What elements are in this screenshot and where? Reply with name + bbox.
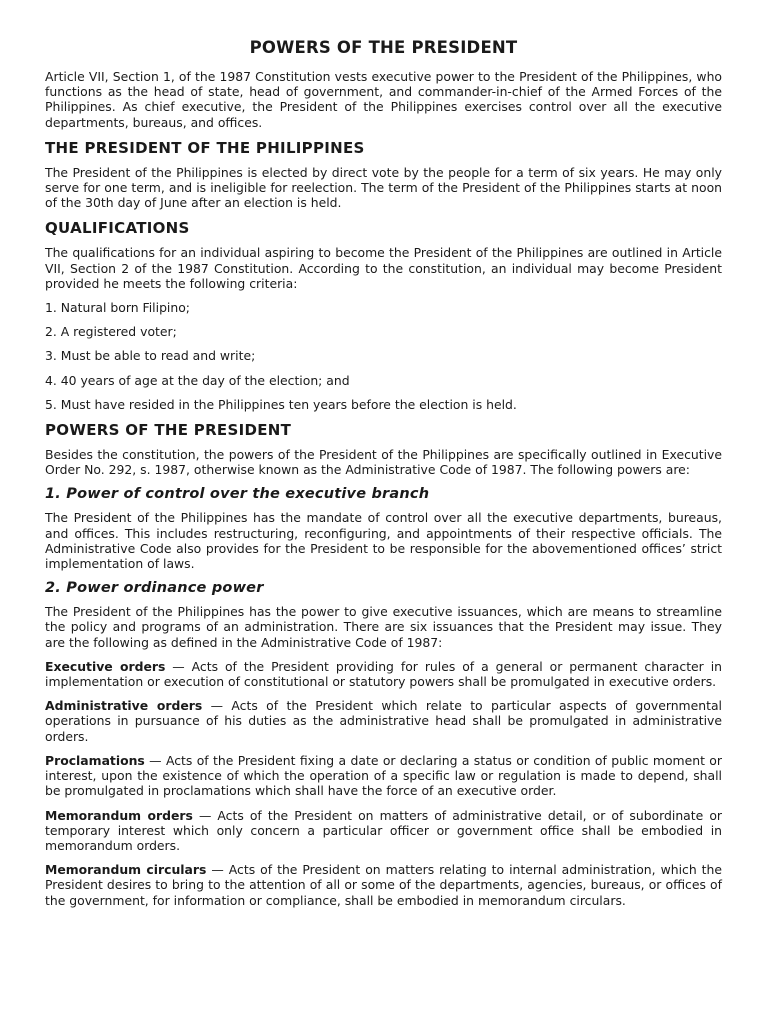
section-heading-president: THE PRESIDENT OF THE PHILIPPINES bbox=[45, 138, 365, 157]
section-heading-qualifications: QUALIFICATIONS bbox=[45, 219, 190, 238]
list-item: 4. 40 years of age at the day of the election; and bbox=[45, 372, 350, 388]
definition-paragraph bbox=[45, 753, 722, 799]
list-item: 2. A registered voter; bbox=[45, 324, 177, 340]
power-ordinance-paragraph: The President of the Philippines has the power to give executive issuances, which are means to streamline the policy and programs of an administration. There are six issuances that the President may issue. They are the following as defined in the Administrative Code of 1987: bbox=[45, 604, 722, 650]
qualifications-paragraph: The qualifications for an individual aspiring to become the President of the Philippines are outlined in Article VII, Section 2 of the 1987 Constitution. According to the constitution, an individual may become President provided he meets the following criteria: bbox=[45, 245, 722, 291]
president-paragraph: The President of the Philippines is elected by direct vote by the people for a term of six years. He may only serve for one term, and is ineligible for reelection. The term of the President of the Philippines starts at noon of the 30th day of June after an election is held. bbox=[45, 164, 722, 211]
definition-term: Proclamations bbox=[45, 752, 145, 768]
definition-text: — Acts of the President on matters relating to internal administration, which the President desires to bring to the attention of all or some of the departments, agencies, bureaus, or offices of the government, for information or compliance, shall be embodied in memorandum circulars. bbox=[45, 862, 723, 908]
list-item: 1. Natural born Filipino; bbox=[45, 300, 190, 316]
definition-term: Memorandum orders bbox=[45, 807, 193, 823]
subheading-power-ordinance: 2. Power ordinance power bbox=[45, 580, 264, 597]
list-item: 3. Must be able to read and write; bbox=[45, 348, 256, 364]
definition-term: Memorandum circulars bbox=[45, 862, 207, 878]
definition-text: — Acts of the President which relate to particular aspects of governmental operations in pursuance of his duties as the administrative head shall be promulgated in administrative orders. bbox=[45, 698, 722, 744]
list-item: 5. Must have resided in the Philippines ten years before the election is held. bbox=[45, 396, 517, 412]
page-title: POWERS OF THE PRESIDENT bbox=[249, 38, 518, 57]
definition-paragraph bbox=[45, 698, 722, 744]
definition-text: — Acts of the President fixing a date or declaring a status or condition of public moment or interest, upon the existence of which the operation of a specific law or regulation is made to depend, shall be promulgated in proclamations which shall have the force of an executive order. bbox=[45, 752, 722, 799]
powers-paragraph: Besides the constitution, the powers of the President of the Philippines are specifically outlined in Executive Order No. 292, s. 1987, otherwise known as the Administrative Code of 1987. The following powers are: bbox=[45, 447, 722, 478]
definition-paragraph bbox=[45, 808, 722, 854]
definition-text: — Acts of the President providing for rules of a general or permanent character in implementation or execution of constitutional or statutory powers shall be promulgated in executive orders. bbox=[45, 658, 722, 690]
definition-text: — Acts of the President on matters of administrative detail, or of subordinate or temporary interest which only concern a particular officer or government office shall be embodied in memorandum orders. bbox=[45, 807, 722, 853]
power-control-paragraph: The President of the Philippines has the mandate of control over all the executive departments, bureaus, and offices. This includes restructuring, reconfiguring, and appointments of their respective officials. The Administrative Code also provides for the President to be responsible for the abovementioned offices’ strict implementation of laws. bbox=[45, 510, 722, 572]
definition-term: Executive orders bbox=[45, 658, 166, 674]
definition-term: Administrative orders bbox=[45, 698, 203, 714]
document-page bbox=[45, 38, 722, 917]
definition-paragraph bbox=[45, 862, 722, 908]
section-heading-powers: POWERS OF THE PRESIDENT bbox=[45, 421, 292, 440]
intro-paragraph: Article VII, Section 1, of the 1987 Constitution vests executive power to the President of the Philippines, who functions as the head of state, head of government, and commander-in-chief of the Armed Forces of the Philippines. As chief executive, the President of the Philippines exercises control over all the executive departments, bureaus, and offices. bbox=[45, 69, 722, 130]
definition-paragraph bbox=[45, 659, 722, 689]
subheading-power-control: 1. Power of control over the executive branch bbox=[45, 486, 430, 503]
